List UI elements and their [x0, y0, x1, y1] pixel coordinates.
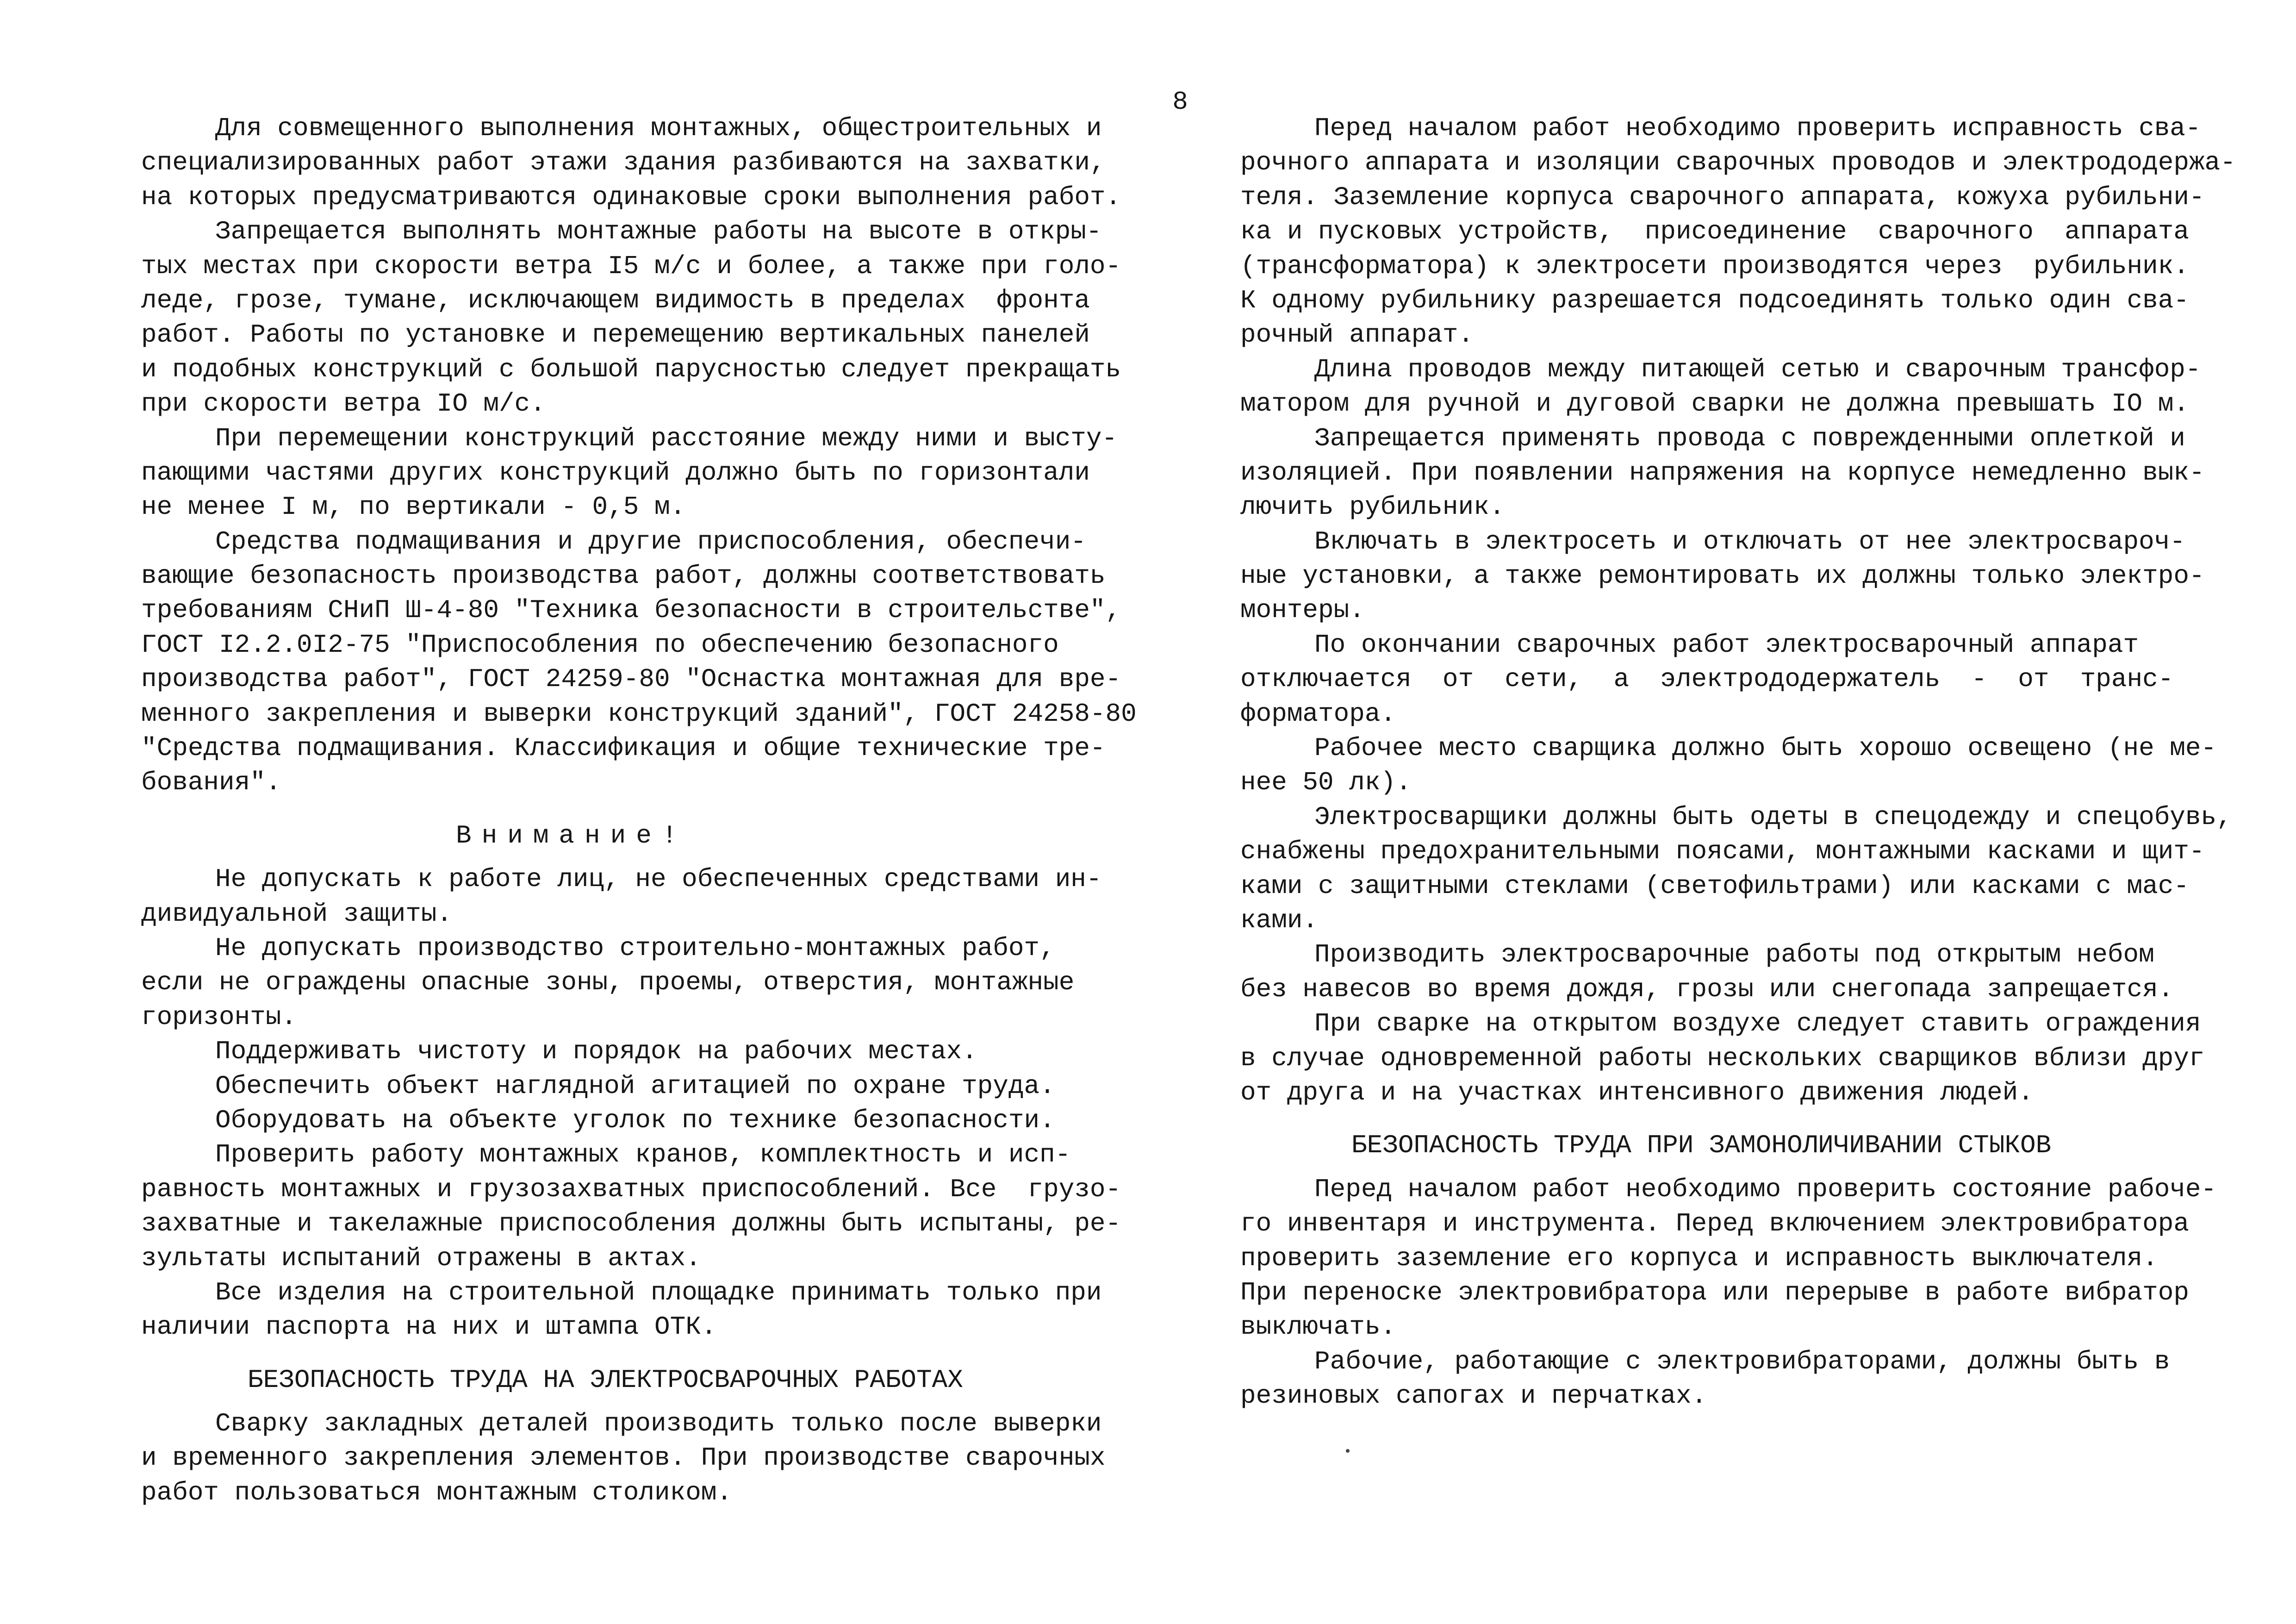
text-line: По окончании сварочных работ электросварочный аппарат: [1314, 630, 2139, 660]
text-line: рочный аппарат.: [1240, 320, 1474, 350]
text-line: вающие безопасность производства работ, должны соответствовать: [141, 561, 1106, 591]
text-line: наличии паспорта на них и штампа ОТК.: [141, 1312, 717, 1342]
paragraph: [141, 1137, 1121, 1275]
paragraph: [1240, 628, 2194, 731]
text-line: Длина проводов между питающей сетью и сварочным трансфор-: [1314, 354, 2201, 384]
text-line: матором для ручной и дуговой сварки не должна превышать IO м.: [1240, 389, 2189, 419]
text-line: форматора.: [1240, 699, 1396, 729]
paragraph: [1240, 421, 2205, 525]
text-line: лючить рубильник.: [1240, 492, 1505, 522]
text-line: При перемещении конструкций расстояние между ними и высту-: [215, 423, 1118, 453]
text-line: При сварке на открытом воздухе следует ставить ограждения: [1314, 1009, 2201, 1039]
text-line: производства работ", ГОСТ 24259-80 "Оснастка монтажная для вре-: [141, 664, 1121, 694]
text-line: Сварку закладных деталей производить только после выверки: [215, 1409, 1102, 1439]
text-line: выключать.: [1240, 1312, 1396, 1342]
paragraph: [1240, 525, 2205, 628]
section-heading: БЕЗОПАСНОСТЬ ТРУДА ПРИ ЗАМОНОЛИЧИВАНИИ СТЫКОВ: [1351, 1131, 2052, 1161]
text-line: Включать в электросеть и отключать от нее электросвароч-: [1314, 526, 2185, 556]
text-line: зультаты испытаний отражены в актах.: [141, 1243, 701, 1273]
text-line: пающими частями других конструкций должно быть по горизонтали: [141, 457, 1090, 487]
text-line: ками.: [1240, 905, 1319, 935]
text-line: Рабочие, работающие с электровибраторами, должны быть в: [1314, 1346, 2170, 1376]
text-line: Производить электросварочные работы под открытым небом: [1314, 940, 2154, 970]
text-line: проверить заземление его корпуса и исправность выключателя.: [1240, 1243, 2158, 1273]
text-line: и временного закрепления элементов. При производстве сварочных: [141, 1443, 1106, 1473]
text-line: рочного аппарата и изоляции сварочных проводов и электрододержа-: [1240, 148, 2236, 178]
text-line: Средства подмащивания и другие приспособления, обеспечи-: [215, 526, 1086, 556]
paragraph: [141, 525, 1137, 800]
text-line: Рабочее место сварщика должно быть хорошо освещено (не ме-: [1314, 733, 2217, 763]
text-line: теля. Заземление корпуса сварочного аппарата, кожуха рубильни-: [1240, 182, 2205, 212]
text-line: нее 50 лк).: [1240, 768, 1412, 798]
paragraph: Обеспечить объект наглядной агитацией по охране труда.: [215, 1071, 1055, 1101]
text-line: Запрещается применять провода с поврежденными оплеткой и: [1314, 423, 2185, 453]
text-line: ками с защитными стеклами (светофильтрами) или касками с мас-: [1240, 871, 2189, 901]
text-line: Электросварщики должны быть одеты в спецодежду и спецобувь,: [1314, 802, 2232, 832]
text-line: монтеры.: [1240, 595, 1365, 625]
text-line: ка и пусковых устройств, присоединение сварочного аппарата: [1240, 217, 2189, 247]
text-line: равность монтажных и грузозахватных приспособлений. Все грузо-: [141, 1174, 1121, 1204]
text-line: тых местах при скорости ветра I5 м/с и более, а также при голо-: [141, 251, 1121, 281]
paragraph: [1240, 1344, 2194, 1413]
paragraph: [141, 1275, 1102, 1344]
text-line: К одному рубильнику разрешается подсоединять только один сва-: [1240, 285, 2189, 315]
text-line: ные установки, а также ремонтировать их должны только электро-: [1240, 561, 2205, 591]
paragraph: [1240, 1172, 2217, 1344]
text-line: без навесов во время дождя, грозы или снегопада запрещается.: [1240, 974, 2174, 1004]
paragraph: [1240, 111, 2236, 352]
text-line: горизонты.: [141, 1002, 297, 1032]
paragraph: [141, 421, 1118, 525]
right-column: [1240, 111, 2236, 1413]
paragraph: [141, 214, 1121, 421]
text-line: Проверить работу монтажных кранов, комплектность и исп-: [215, 1140, 1071, 1170]
text-line: Не допускать производство строительно-монтажных работ,: [215, 933, 1055, 963]
text-line: изоляцией. При появлении напряжения на корпусе немедленно вык-: [1240, 457, 2205, 487]
paragraph: [1240, 1006, 2205, 1110]
text-line: ГОСТ I2.2.0I2-75 "Приспособления по обеспечению безопасного: [141, 630, 1059, 660]
text-line: специализированных работ этажи здания разбиваются на захватки,: [141, 148, 1106, 178]
paragraph: [1240, 937, 2194, 1006]
paragraph: [141, 1406, 1106, 1510]
paragraph: Поддерживать чистоту и порядок на рабочих местах.: [215, 1037, 977, 1067]
text-line: работ пользоваться монтажным столиком.: [141, 1477, 733, 1507]
text-line: менного закрепления и выверки конструкций зданий", ГОСТ 24258-80: [141, 699, 1137, 729]
paragraph: Оборудовать на объекте уголок по технике безопасности.: [215, 1105, 1055, 1135]
text-line: бования".: [141, 768, 281, 798]
text-line: на которых предусматриваются одинаковые сроки выполнения работ.: [141, 182, 1121, 212]
paragraph: [1240, 731, 2217, 800]
text-line: резиновых сапогах и перчатках.: [1240, 1381, 1707, 1411]
text-line: и подобных конструкций с большой парусностью следует прекращать: [141, 354, 1121, 384]
left-column: [141, 111, 1137, 1510]
paragraph: [141, 931, 1095, 1034]
text-line: отключается от сети, а электрододержатель - от транс-: [1240, 664, 2174, 694]
text-line: захватные и такелажные приспособления должны быть испытаны, ре-: [141, 1209, 1121, 1239]
text-line: го инвентаря и инструмента. Перед включением электровибратора: [1240, 1209, 2189, 1239]
attention-heading: Внимание!: [456, 820, 688, 850]
text-line: от друга и на участках интенсивного движения людей.: [1240, 1077, 2034, 1107]
page-number: 8: [1172, 87, 1188, 117]
text-line: в случае одновременной работы нескольких сварщиков вблизи друг: [1240, 1043, 2205, 1073]
text-line: снабжены предохранительными поясами, монтажными касками и щит-: [1240, 837, 2205, 867]
text-line: При переноске электровибратора или перерыве в работе вибратор: [1240, 1277, 2189, 1307]
text-line: Для совмещенного выполнения монтажных, общестроительных и: [215, 113, 1102, 143]
text-line: Не допускать к работе лиц, не обеспеченных средствами ин-: [215, 864, 1102, 894]
text-line: Перед началом работ необходимо проверить состояние рабоче-: [1314, 1174, 2217, 1204]
text-line: "Средства подмащивания. Классификация и общие технические тре-: [141, 733, 1106, 763]
paragraph: [141, 862, 1102, 931]
text-line: Все изделия на строительной площадке принимать только при: [215, 1277, 1102, 1307]
text-line: работ. Работы по установке и перемещению вертикальных панелей: [141, 320, 1090, 350]
text-line: если не ограждены опасные зоны, проемы, отверстия, монтажные: [141, 968, 1075, 998]
text-line: леде, грозе, тумане, исключающем видимость в пределах фронта: [141, 285, 1090, 315]
paragraph: [1240, 800, 2232, 938]
scan-speck: [1346, 1449, 1350, 1453]
text-line: Запрещается выполнять монтажные работы на высоте в откры-: [215, 217, 1102, 247]
text-line: Перед началом работ необходимо проверить исправность сва-: [1314, 113, 2201, 143]
text-line: при скорости ветра IO м/с.: [141, 389, 546, 419]
paragraph: [141, 111, 1121, 214]
section-heading: БЕЗОПАСНОСТЬ ТРУДА НА ЭЛЕКТРОСВАРОЧНЫХ РАБОТАХ: [248, 1365, 963, 1395]
paragraph: [1240, 352, 2201, 421]
text-line: не менее I м, по вертикали - 0,5 м.: [141, 492, 686, 522]
text-line: требованиям СНиП Ш-4-80 "Техника безопасности в строительстве",: [141, 595, 1121, 625]
text-line: дивидуальной защиты.: [141, 899, 453, 929]
text-line: (трансформатора) к электросети производятся через рубильник.: [1240, 251, 2189, 281]
